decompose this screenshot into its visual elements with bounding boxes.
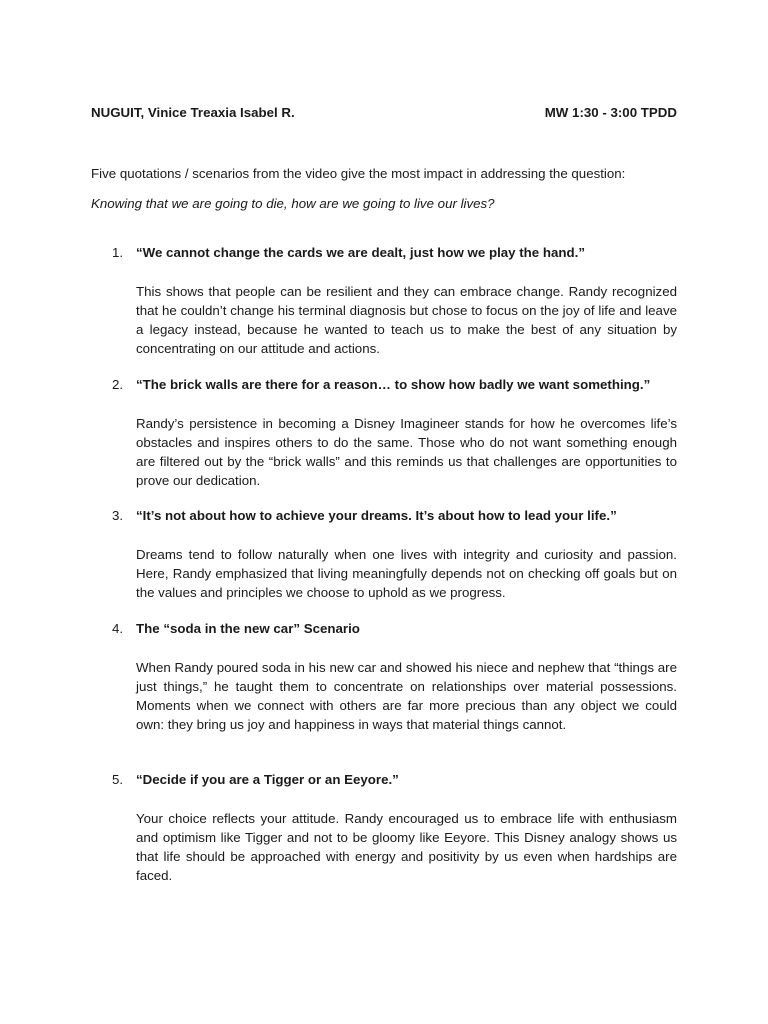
student-name: NUGUIT, Vinice Treaxia Isabel R. — [91, 105, 295, 120]
document-header — [91, 105, 677, 121]
item-title: The “soda in the new car” Scenario — [136, 621, 360, 636]
item-number: 2. — [112, 377, 124, 392]
item-title: “The brick walls are there for a reason… to show how badly we want something.” — [136, 377, 651, 392]
guiding-question: Knowing that we are going to die, how are we going to live our lives? — [91, 196, 495, 211]
item-title: “Decide if you are a Tigger or an Eeyore.” — [136, 772, 399, 787]
item-body: Your choice reflects your attitude. Randy encouraged us to embrace life with enthusiasm and optimism like Tigger and not to be gloomy like Eeyore. This Disney analogy shows us that life should be approached with energy and positivity by us even when hardships are faced. — [136, 811, 677, 883]
item-number: 5. — [112, 772, 124, 787]
item-body: When Randy poured soda in his new car and showed his niece and nephew that “things are just things,” he taught them to concentrate on relationships over material possessions. Moments when we connect with others are far more precious than any object we could own: they bring us joy and happiness in ways that material things cannot. — [136, 660, 677, 732]
intro-text: Five quotations / scenarios from the video give the most impact in addressing the question: — [91, 166, 626, 181]
item-body: Dreams tend to follow naturally when one lives with integrity and curiosity and passion. Here, Randy emphasized that living meaningfully depends not on checking off goals but on the values and principles we choose to uphold as we progress. — [136, 547, 677, 600]
item-title: “It’s not about how to achieve your dreams. It’s about how to lead your life.” — [136, 508, 617, 523]
item-number: 3. — [112, 508, 124, 523]
item-body: This shows that people can be resilient and they can embrace change. Randy recognized that he couldn’t change his terminal diagnosis but chose to focus on the joy of life and leave a legacy instead, because he wanted to teach us to make the best of any situation by concentrating on our attitude and actions. — [136, 284, 677, 356]
class-schedule: MW 1:30 - 3:00 TPDD — [544, 105, 677, 120]
item-body: Randy’s persistence in becoming a Disney Imagineer stands for how he overcomes life’s obstacles and inspires others to do the same. Those who do not want something enough are filtered out by the “brick walls” and this reminds us that challenges are opportunities to prove our dedication. — [136, 416, 677, 488]
item-number: 4. — [112, 621, 124, 636]
item-title: “We cannot change the cards we are dealt, just how we play the hand.” — [136, 245, 585, 260]
item-number: 1. — [112, 245, 124, 260]
